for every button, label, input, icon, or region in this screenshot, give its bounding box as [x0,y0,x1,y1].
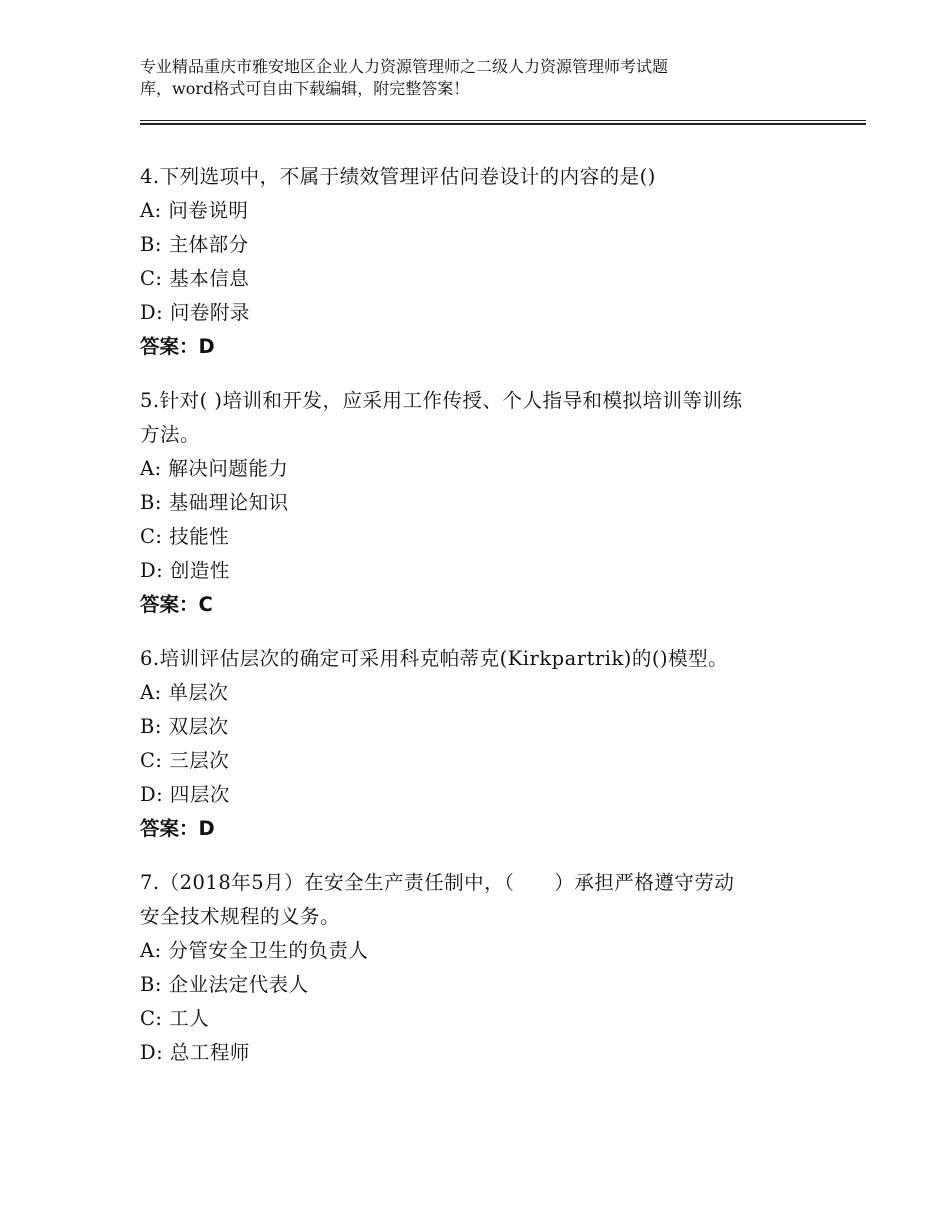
option-d: D: 四层次 [140,783,230,806]
option-d: D: 创造性 [140,559,230,582]
option-b: B: 主体部分 [140,233,249,256]
option-c: C: 基本信息 [140,267,250,290]
question-list [140,160,820,1090]
option-a: A: 问卷说明 [140,199,249,222]
question-stem-continued: 方法。 [140,423,201,446]
question-stem: 7.（2018年5月）在安全生产责任制中，（ ）承担严格遵守劳动 [140,871,735,894]
header-divider [140,120,866,125]
question-5 [140,384,820,622]
question-6 [140,642,820,846]
option-b: B: 基础理论知识 [140,491,289,514]
option-b: B: 企业法定代表人 [140,973,309,996]
question-stem: 5.针对( )培训和开发，应采用工作传授、个人指导和模拟培训等训练 [140,389,743,412]
question-stem: 4.下列选项中，不属于绩效管理评估问卷设计的内容的是() [140,165,656,188]
question-stem-continued: 安全技术规程的义务。 [140,905,341,928]
header-line-1: 专业精品重庆市雅安地区企业人力资源管理师之二级人力资源管理师考试题 [140,57,669,76]
answer-label: 答案：C [140,593,213,616]
option-a: A: 单层次 [140,681,229,704]
option-a: A: 解决问题能力 [140,457,289,480]
header-line-2: 库，word格式可自由下载编辑，附完整答案！ [140,79,470,98]
document-header [140,56,780,100]
option-a: A: 分管安全卫生的负责人 [140,939,369,962]
option-d: D: 总工程师 [140,1041,250,1064]
option-b: B: 双层次 [140,715,229,738]
question-4 [140,160,820,364]
option-c: C: 工人 [140,1007,210,1030]
answer-label: 答案：D [140,817,215,840]
answer-label: 答案：D [140,335,215,358]
option-c: C: 技能性 [140,525,230,548]
option-c: C: 三层次 [140,749,230,772]
question-7 [140,866,820,1070]
question-stem: 6.培训评估层次的确定可采用科克帕蒂克(Kirkpartrik)的()模型。 [140,647,729,670]
option-d: D: 问卷附录 [140,301,250,324]
